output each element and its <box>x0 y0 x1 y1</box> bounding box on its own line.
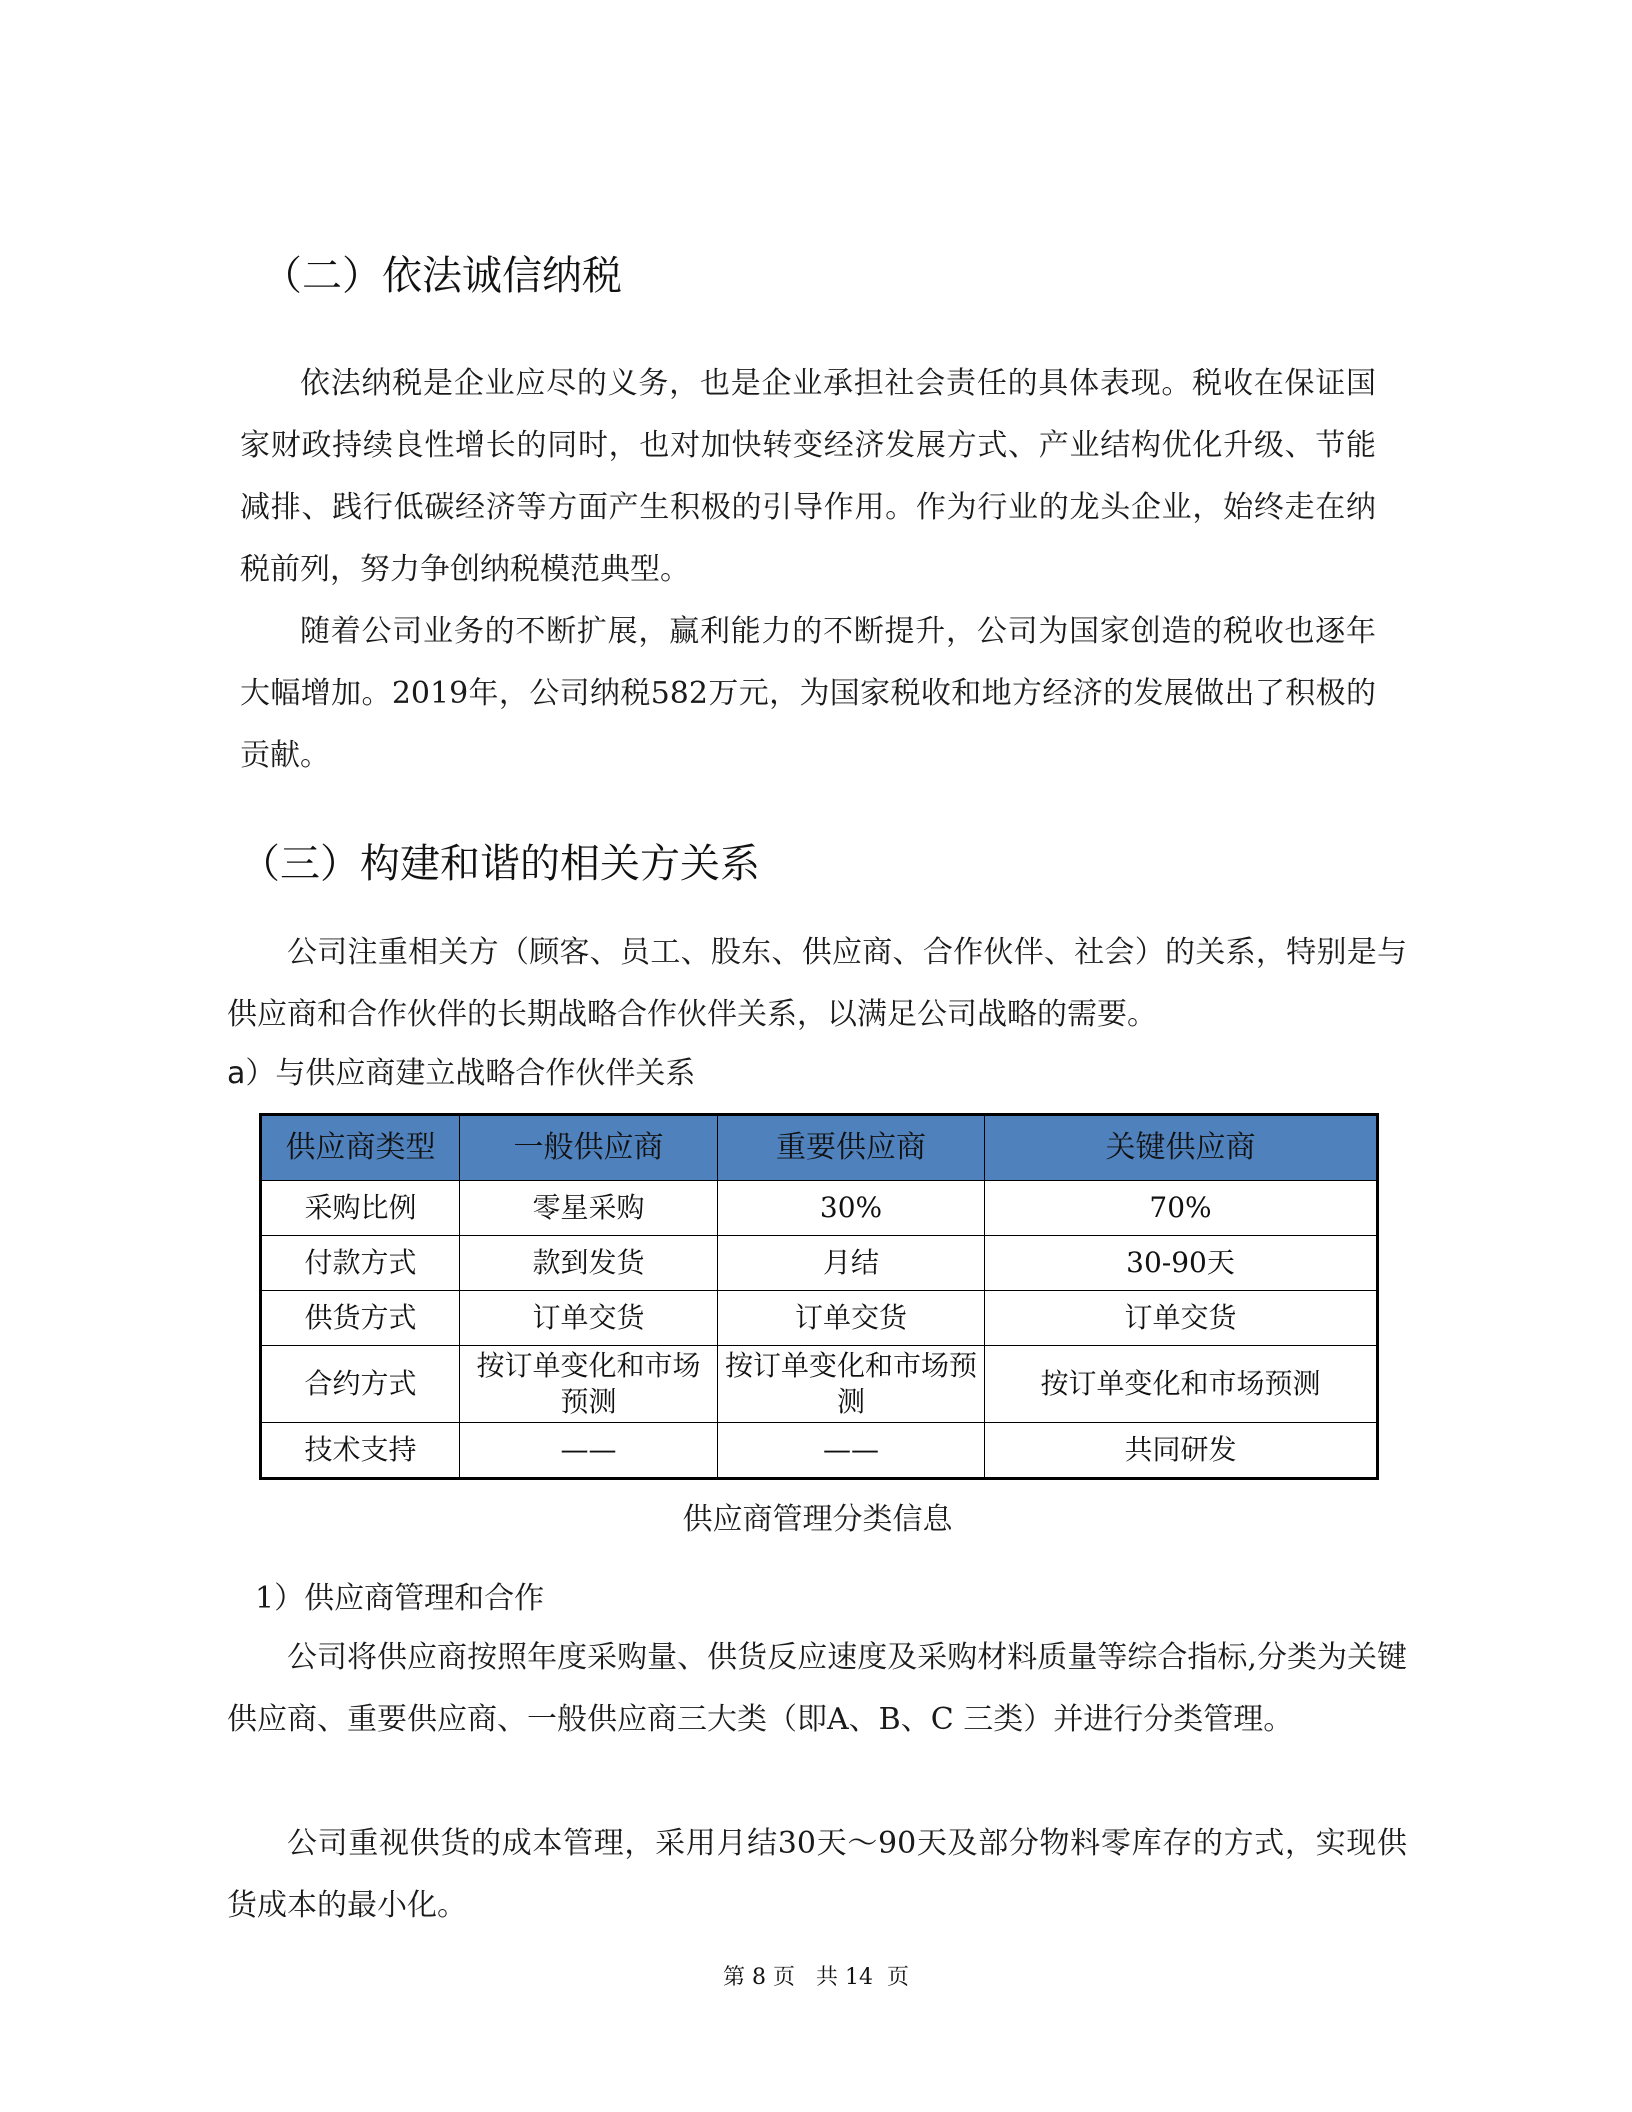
table-cell: 款到发货 <box>460 1236 718 1291</box>
paragraph-tax-growth: 随着公司业务的不断扩展，赢利能力的不断提升，公司为国家创造的税收也逐年大幅增加。2019年，公司纳税582万元，为国家税收和地方经济的发展做出了积极的贡献。 <box>240 614 1376 773</box>
supplier-classification-table <box>259 1113 1379 1480</box>
section-heading-tax: （二）依法诚信纳税 <box>262 253 622 299</box>
table-cell: 70% <box>985 1181 1378 1236</box>
table-header-row <box>261 1115 1378 1181</box>
table-cell: 订单交货 <box>460 1291 718 1346</box>
table-row <box>261 1423 1378 1479</box>
table-cell: 按订单变化和市场预测 <box>718 1346 985 1423</box>
table-cell: 付款方式 <box>261 1236 460 1291</box>
table-cell: 订单交货 <box>985 1291 1378 1346</box>
table-header-cell: 供应商类型 <box>261 1115 460 1181</box>
table-cell: 订单交货 <box>718 1291 985 1346</box>
table-row <box>261 1181 1378 1236</box>
paragraph-stakeholders: 公司注重相关方（顾客、员工、股东、供应商、合作伙伴、社会）的关系，特别是与供应商和合作伙伴的长期战略合作伙伴关系，以满足公司战略的需要。 <box>227 935 1407 1032</box>
paragraph-supply-cost: 公司重视供货的成本管理，采用月结30天～90天及部分物料零库存的方式，实现供货成本的最小化。 <box>227 1826 1407 1923</box>
subheading-supplier-management: 1）供应商管理和合作 <box>255 1581 545 1616</box>
paragraph-supplier-classification: 公司将供应商按照年度采购量、供货反应速度及采购材料质量等综合指标,分类为关键供应商、重要供应商、一般供应商三大类（即A、B、C 三类）并进行分类管理。 <box>227 1640 1407 1737</box>
table-caption: 供应商管理分类信息 <box>682 1502 953 1537</box>
section-heading-relations: （三）构建和谐的相关方关系 <box>240 841 760 887</box>
table-header-cell: 关键供应商 <box>985 1115 1378 1181</box>
table-cell: 30% <box>718 1181 985 1236</box>
table-header-cell: 重要供应商 <box>718 1115 985 1181</box>
table-cell: 合约方式 <box>261 1346 460 1423</box>
page-number-footer: 第 8 页 共 14 页 <box>723 1965 909 1990</box>
table-row <box>261 1346 1378 1423</box>
table-row <box>261 1236 1378 1291</box>
subheading-supplier-partnership: a）与供应商建立战略合作伙伴关系 <box>227 1056 696 1091</box>
paragraph-tax-obligation: 依法纳税是企业应尽的义务，也是企业承担社会责任的具体表现。税收在保证国家财政持续良性增长的同时，也对加快转变经济发展方式、产业结构优化升级、节能减排、践行低碳经济等方面产生积极的引导作用。作为行业的龙头企业，始终走在纳税前列，努力争创纳税模范典型。 <box>240 366 1376 587</box>
table-cell: —— <box>718 1423 985 1479</box>
table-cell: 30-90天 <box>985 1236 1378 1291</box>
table-cell: 采购比例 <box>261 1181 460 1236</box>
table-cell: —— <box>460 1423 718 1479</box>
table-cell: 供货方式 <box>261 1291 460 1346</box>
table-row <box>261 1291 1378 1346</box>
table-cell: 月结 <box>718 1236 985 1291</box>
table-cell: 按订单变化和市场预测 <box>985 1346 1378 1423</box>
table-cell: 共同研发 <box>985 1423 1378 1479</box>
table-cell: 零星采购 <box>460 1181 718 1236</box>
table-cell: 按订单变化和市场预测 <box>460 1346 718 1423</box>
table-header-cell: 一般供应商 <box>460 1115 718 1181</box>
table-cell: 技术支持 <box>261 1423 460 1479</box>
